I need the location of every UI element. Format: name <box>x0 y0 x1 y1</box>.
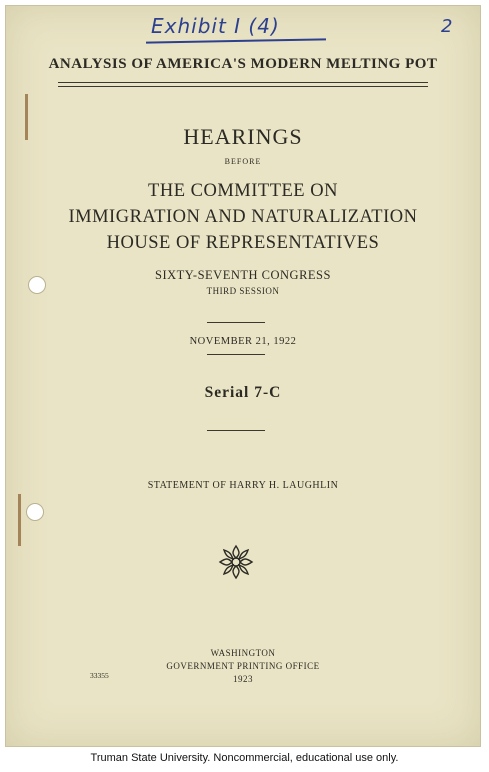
print-code: 33355 <box>90 671 109 680</box>
before-label: BEFORE <box>224 157 262 166</box>
serial-number: Serial 7-C <box>204 384 282 401</box>
divider-rule <box>207 354 265 355</box>
handwritten-underline <box>146 38 326 43</box>
handwritten-exhibit-label: Exhibit I (4) <box>151 14 280 38</box>
staple-rust-mark <box>18 494 21 546</box>
banner-title: ANALYSIS OF AMERICA'S MODERN MELTING POT <box>48 56 438 72</box>
publisher: GOVERNMENT PRINTING OFFICE <box>166 661 320 671</box>
document-title: HEARINGS <box>183 124 303 149</box>
banner-rule <box>58 82 428 87</box>
committee-line: THE COMMITTEE ON <box>148 181 338 201</box>
congress-label: SIXTY-SEVENTH CONGRESS <box>155 268 331 282</box>
hearing-date: NOVEMBER 21, 1922 <box>189 336 297 347</box>
committee-block <box>6 178 480 256</box>
printer-ornament-icon <box>218 544 254 580</box>
handwritten-page-number: 2 <box>441 16 453 37</box>
session-label: THIRD SESSION <box>206 286 280 296</box>
committee-line: HOUSE OF REPRESENTATIVES <box>106 233 380 253</box>
staple-rust-mark <box>25 94 28 140</box>
divider-rule <box>207 430 265 431</box>
committee-line: IMMIGRATION AND NATURALIZATION <box>68 207 418 227</box>
image-caption: Truman State University. Noncommercial, educational use only. <box>90 752 399 764</box>
divider-rule <box>207 322 265 323</box>
punch-hole <box>26 503 44 521</box>
punch-hole <box>28 276 46 294</box>
publication-year: 1923 <box>233 674 253 684</box>
document-page <box>5 5 481 747</box>
statement-heading: STATEMENT OF HARRY H. LAUGHLIN <box>147 480 339 491</box>
publication-place: WASHINGTON <box>210 648 276 658</box>
